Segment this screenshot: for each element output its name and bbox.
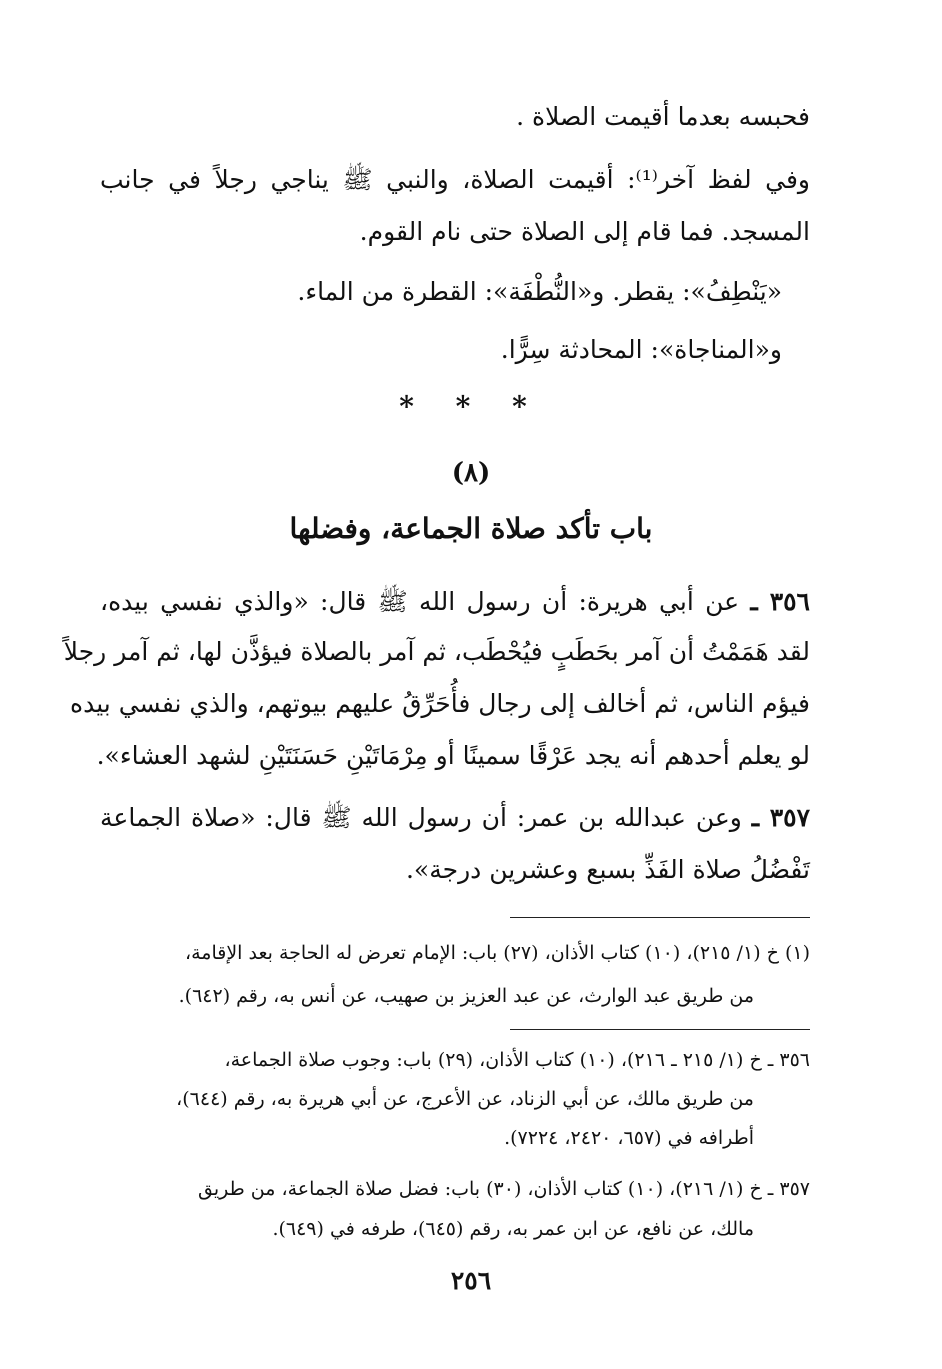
hadith-356-line-1 xyxy=(100,582,810,622)
body-line-3: المسجد. فما قام إلى الصلاة حتى نام القوم. xyxy=(359,217,810,246)
hadith-357-line-2: تَفْضُلُ صلاة الفَذِّ بسبع وعشرين درجة». xyxy=(405,855,810,884)
footnote-356-line-2: من طريق مالك، عن أبي الزناد، عن الأعرج، عن أبي هريرة به، رقم (٦٤٤)، xyxy=(176,1088,754,1110)
footnote-rule xyxy=(510,917,810,918)
body-line-2: وفي لفظ آخر⁽¹⁾: أقيمت الصلاة، والنبي ﷺ يناجي رجلاً في جانب xyxy=(100,165,810,194)
hadith-text: عن أبي هريرة: أن رسول الله ﷺ قال: «والذي نفسي بيده، xyxy=(100,587,740,616)
hadith-text: وعن عبدالله بن عمر: أن رسول الله ﷺ قال: «صلاة الجماعة xyxy=(100,803,742,832)
section-separator: * * * xyxy=(399,390,543,423)
hadith-number: ٣٥٦ ـ xyxy=(750,587,810,616)
footnote-1-line-1: (١) خ (١/ ٢١٥)، (١٠) كتاب الأذان، (٢٧) باب: الإمام تعرض له الحاجة بعد الإقامة، xyxy=(184,942,810,964)
footnote-1-line-2: من طريق عبد الوارث، عن عبد العزيز بن صهيب، عن أنس به، رقم (٦٤٢). xyxy=(178,985,754,1007)
footnote-357-line-1: ٣٥٧ ـ خ (١/ ٢١٦)، (١٠) كتاب الأذان، (٣٠) باب: فضل صلاة الجماعة، من طريق xyxy=(197,1178,810,1200)
footnote-357-line-2: مالك، عن نافع، عن ابن عمر به، رقم (٦٤٥)، طرفه في (٦٤٩). xyxy=(272,1218,754,1240)
footnote-rule-2 xyxy=(510,1029,810,1030)
hadith-357-line-1 xyxy=(100,798,810,838)
section-number: (٨) xyxy=(451,458,491,488)
gloss-line-1: «يَنْطِفُ»: يقطر. و«النُّطْفَة»: القطرة من الماء. xyxy=(297,277,782,306)
body-line-1: فحبسه بعدما أقيمت الصلاة . xyxy=(516,102,810,131)
hadith-number: ٣٥٧ ـ xyxy=(751,803,811,832)
section-title: باب تأكد صلاة الجماعة، وفضلها xyxy=(289,512,653,545)
hadith-356-line-3: فيؤم الناس، ثم أخالف إلى رجال فأُحَرِّقُ عليهم بيوتهم، والذي نفسي بيده xyxy=(70,689,810,718)
hadith-356-line-2: لقد هَمَمْتُ أن آمر بحَطَبٍ فيُحْطَب، ثم آمر بالصلاة فيؤذَّن لها، ثم آمر رجلاً xyxy=(63,637,810,666)
gloss-line-2: و«المناجاة»: المحادثة سِرًّا. xyxy=(500,335,782,364)
page-number: ٢٥٦ xyxy=(450,1266,492,1295)
hadith-356-line-4: لو يعلم أحدهم أنه يجد عَرْقًا سمينًا أو مِرْمَاتَيْنِ حَسَنَتَيْنِ لشهد العشاء». xyxy=(96,741,810,770)
footnote-356-line-3: أطرافه في (٦٥٧، ٢٤٢٠، ٧٢٢٤). xyxy=(504,1127,754,1149)
footnote-356-line-1: ٣٥٦ ـ خ (١/ ٢١٥ ـ ٢١٦)، (١٠) كتاب الأذان، (٢٩) باب: وجوب صلاة الجماعة، xyxy=(224,1049,810,1071)
